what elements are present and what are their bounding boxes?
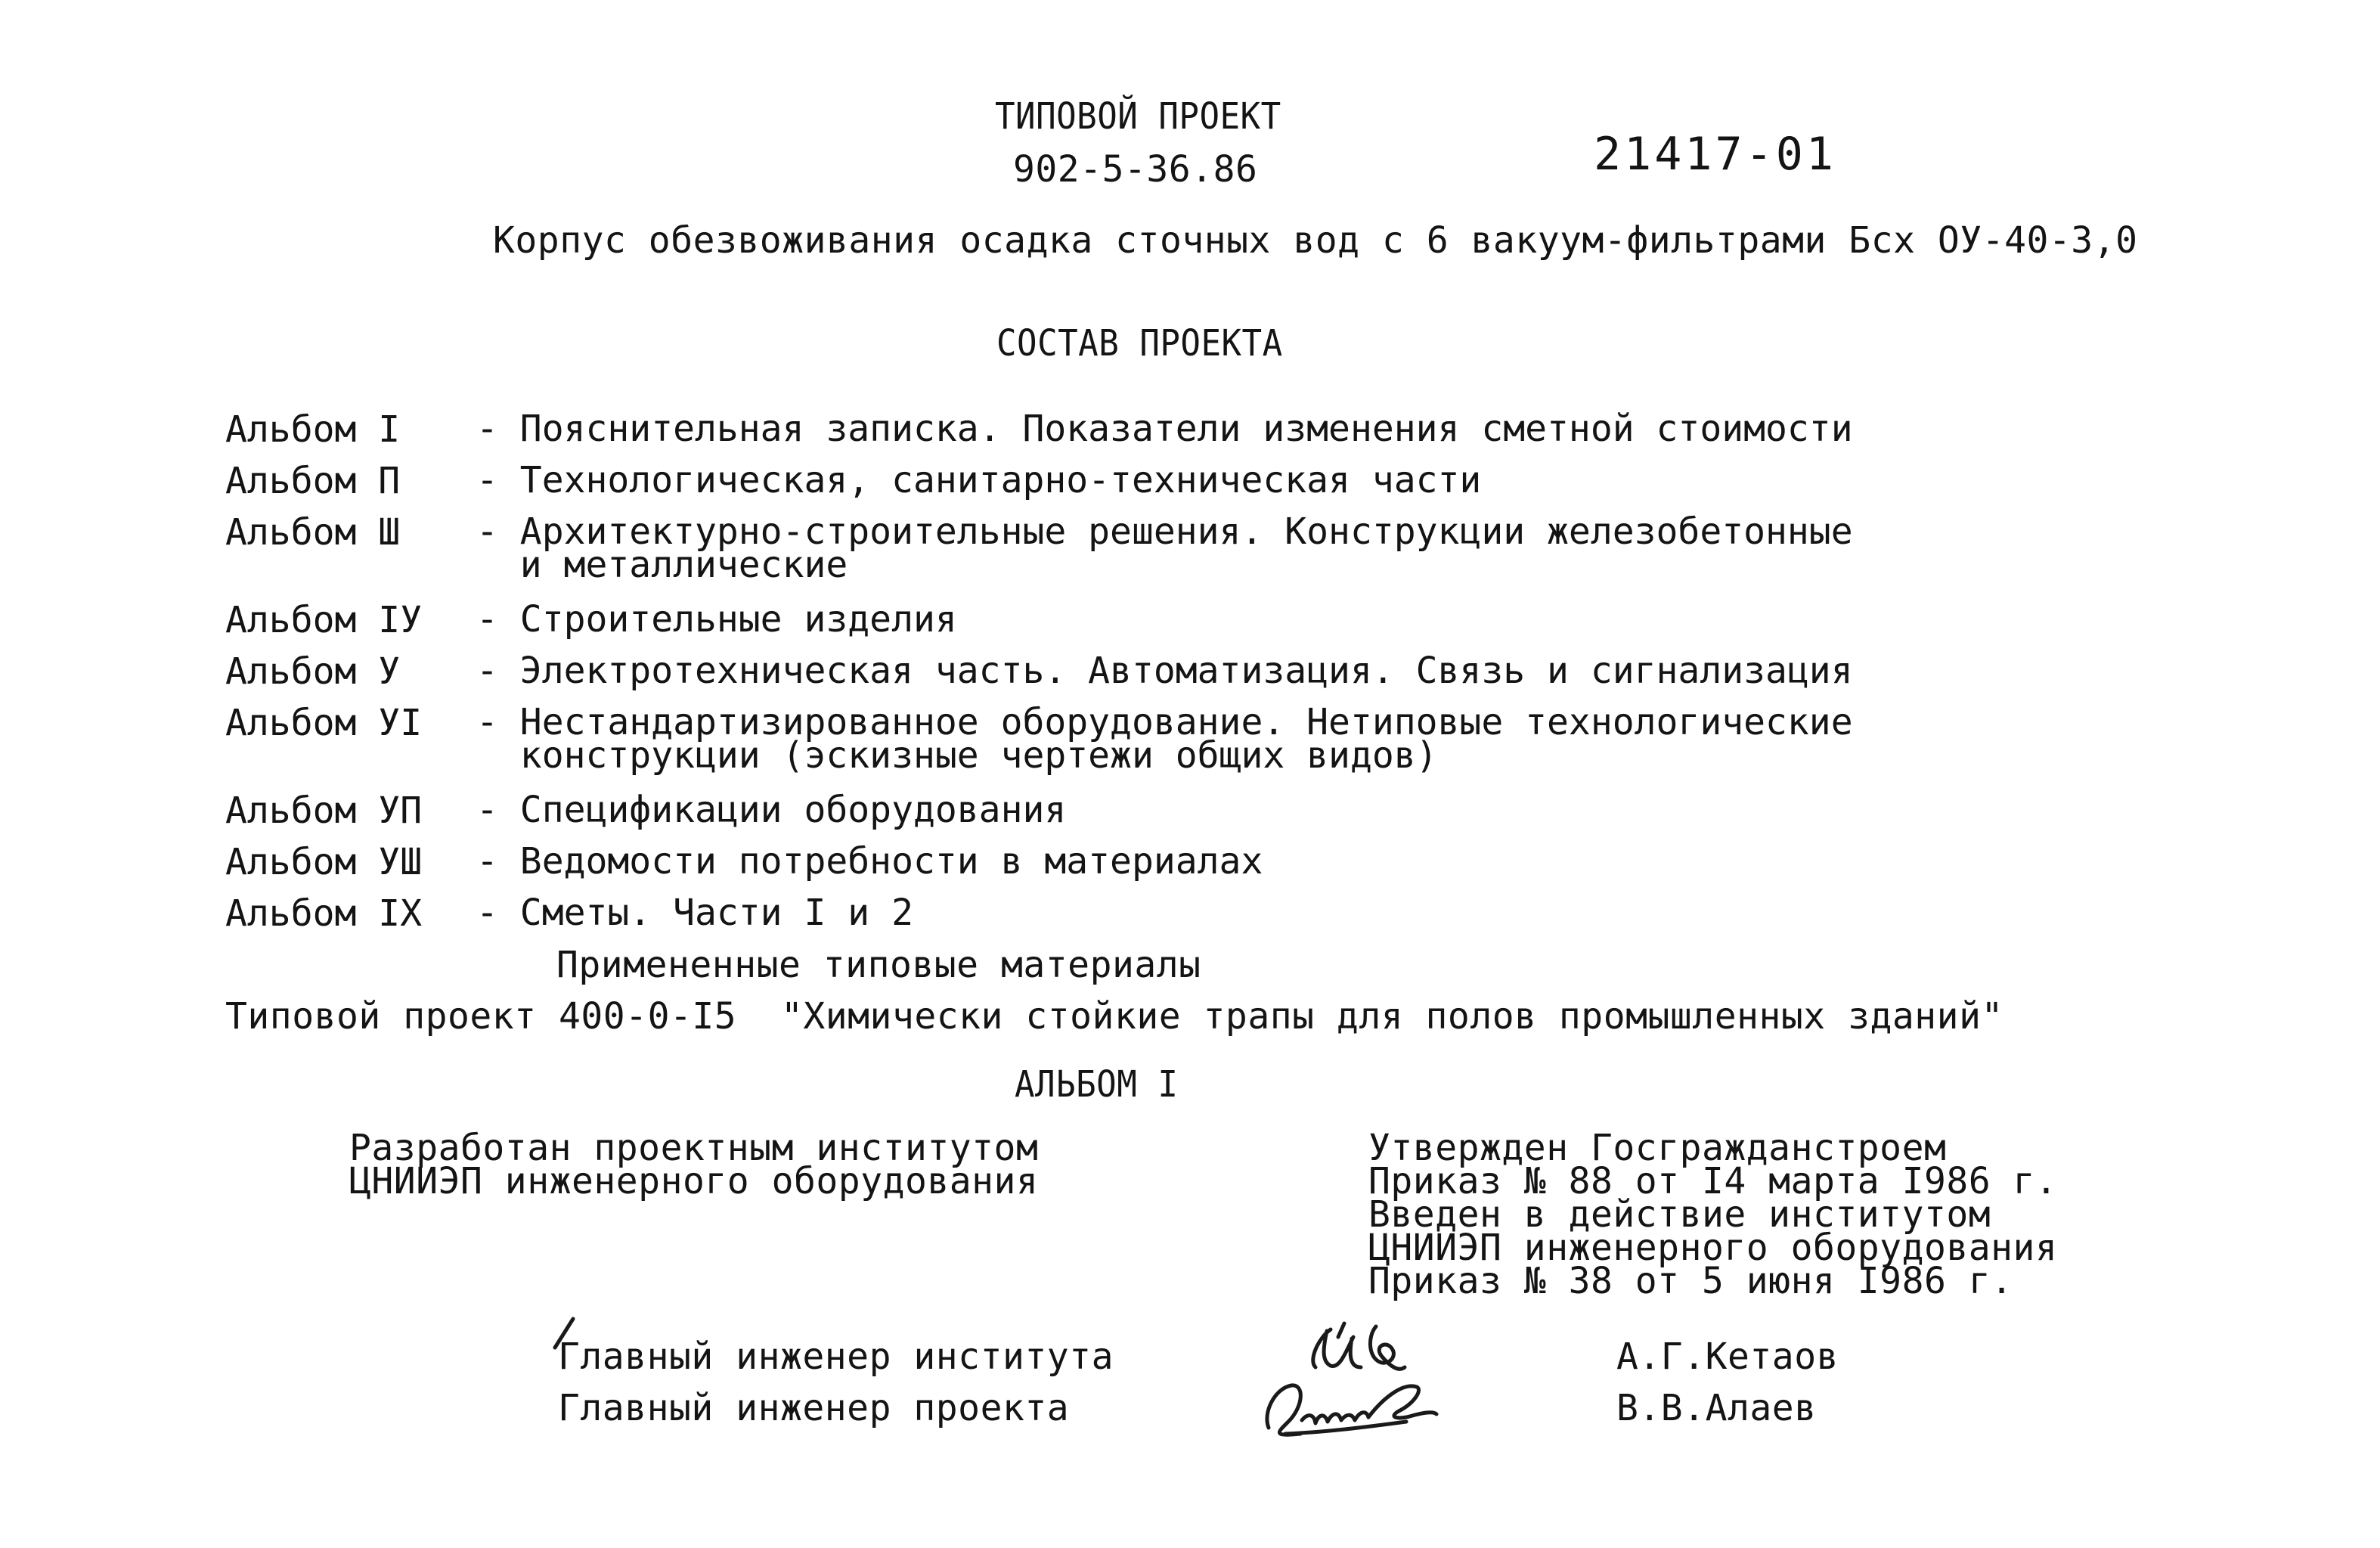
- album-label: Альбом I: [225, 408, 401, 451]
- album-label: Альбом П: [225, 460, 401, 502]
- project-name: Корпус обезвоживания осадка сточных вод с 6 вакуум-фильтрами Бсх ОУ-40-3,0: [493, 219, 2138, 262]
- doc-title: ТИПОВОЙ ПРОЕКТ: [995, 95, 1281, 138]
- approval-line-4: ЦНИИЭП инженерного оборудования: [1368, 1227, 2058, 1269]
- album-label: Альбом У: [225, 650, 401, 693]
- album-desc: - Пояснительная записка. Показатели изменения сметной стоимости: [476, 408, 1853, 450]
- approval-line-1: Утвержден Госгражданстроем: [1368, 1127, 1947, 1169]
- album-desc: - Электротехническая часть. Автоматизация. Связь и сигнализация: [476, 650, 1853, 692]
- approval-line-3: Введен в действие институтом: [1368, 1193, 1991, 1236]
- album-desc: - Ведомости потребности в материалах: [476, 840, 1263, 883]
- album-label: Альбом IУ: [225, 599, 423, 641]
- signature-chief-engineer-project: [1255, 1367, 1452, 1450]
- applied-materials-item: Типовой проект 400-0-I5 "Химически стойкие трапы для полов промышленных зданий": [225, 995, 2003, 1038]
- album-desc: - Архитектурно-строительные решения. Конструкции железобетонные: [476, 510, 1853, 553]
- album-desc: - Сметы. Части I и 2: [476, 892, 913, 934]
- album-desc: - Нестандартизированное оборудование. Нетиповые технологические: [476, 701, 1853, 743]
- developer-line-1: Разработан проектным институтом: [349, 1127, 1039, 1169]
- album-desc-continued: и металлические: [476, 544, 848, 586]
- album-label: Альбом УШ: [225, 841, 423, 883]
- approval-line-5: Приказ № 38 от 5 июня I986 г.: [1368, 1260, 2013, 1302]
- project-code: 902-5-36.86: [1013, 148, 1258, 191]
- album-title: АЛЬБОМ I: [1015, 1063, 1179, 1106]
- album-desc-continued: конструкции (эскизные чертежи общих видов): [476, 734, 1438, 777]
- approval-line-2: Приказ № 88 от I4 марта I986 г.: [1368, 1160, 2058, 1202]
- album-label: Альбом IХ: [225, 892, 423, 935]
- album-label: Альбом Ш: [225, 511, 401, 554]
- developer-line-2: ЦНИИЭП инженерного оборудования: [349, 1160, 1039, 1202]
- composition-heading: СОСТАВ ПРОЕКТА: [996, 322, 1283, 365]
- pen-mark-icon: [550, 1314, 581, 1352]
- signatory-name-1: А.Г.Кетаов: [1616, 1335, 1839, 1378]
- album-label: Альбом УI: [225, 702, 423, 744]
- applied-materials-heading: Примененные типовые материалы: [556, 944, 1201, 986]
- signatory-name-2: В.В.Алаев: [1616, 1387, 1817, 1429]
- signatory-role-2: Главный инженер проекта: [558, 1387, 1070, 1429]
- signatory-role-1: Главный инженер института: [558, 1335, 1114, 1378]
- inventory-number: 21417-01: [1594, 128, 1836, 181]
- album-desc: - Спецификации оборудования: [476, 789, 1067, 831]
- album-desc: - Строительные изделия: [476, 598, 957, 641]
- album-desc: - Технологическая, санитарно-техническая части: [476, 459, 1482, 501]
- album-label: Альбом УП: [225, 790, 423, 832]
